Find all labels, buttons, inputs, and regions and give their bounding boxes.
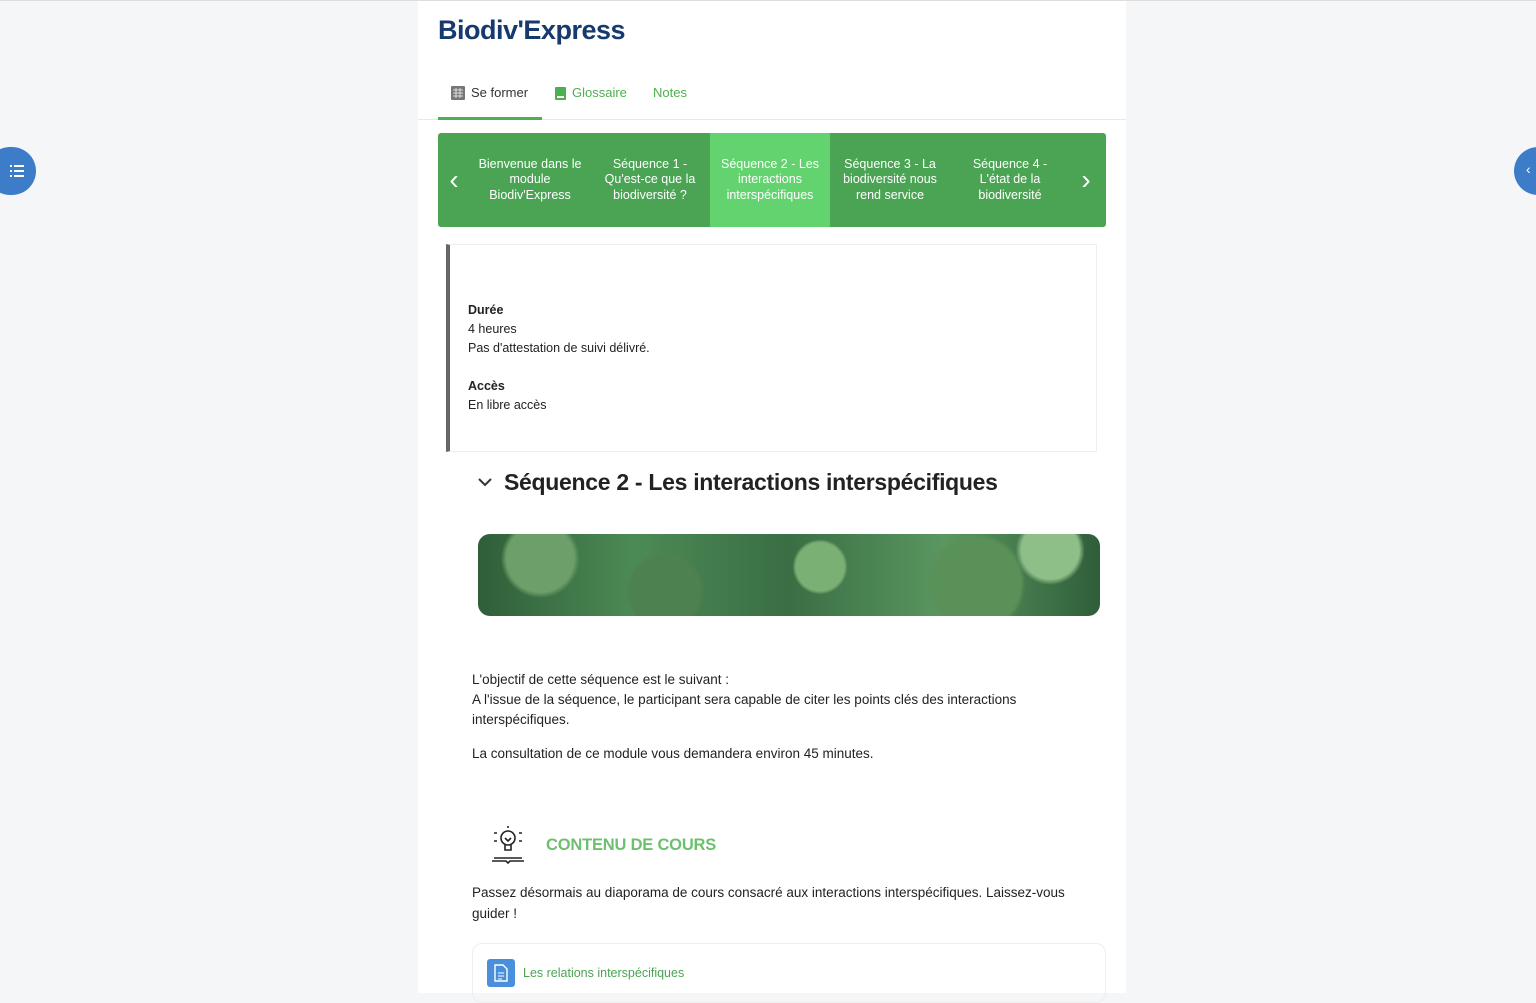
book-icon [555,87,566,100]
objective-text: A l'issue de la séquence, le participant sera capable de citer les points clés des interactions interspécifiques. [472,692,1017,727]
chevron-left-icon: ‹ [1526,161,1531,177]
chevron-down-icon [478,478,492,487]
access-label: Accès [468,379,505,393]
carousel-item-active[interactable]: Séquence 2 - Les interactions interspécifiques [710,133,830,227]
certificate-note: Pas d'attestation de suivi délivré. [468,341,650,355]
duration-note: La consultation de ce module vous demandera environ 45 minutes. [472,746,874,761]
tab-notes[interactable]: Notes [653,85,687,100]
carousel-item[interactable]: Séquence 3 - La biodiversité nous rend service [843,156,937,202]
document-icon [487,959,515,987]
carousel-item[interactable]: Bienvenue dans le module Biodiv'Express [478,156,582,202]
resource-item [472,943,1106,1003]
course-index-toggle[interactable] [0,147,36,195]
content-text: Passez désormais au diaporama de cours consacré aux interactions interspécifiques. Laissez-vous guider ! [472,885,1065,921]
right-drawer-toggle[interactable] [1514,147,1536,195]
tab-se-former[interactable]: Se former [438,79,542,120]
section-header[interactable] [478,469,998,496]
access-value: En libre accès [468,398,547,412]
content-heading: CONTENU DE COURS [488,825,716,865]
resource-link[interactable]: Les relations interspécifiques [523,966,685,980]
carousel-next-button[interactable]: › [1081,164,1091,195]
objective-intro: L'objectif de cette séquence est le suivant : [472,672,729,687]
table-icon [451,86,465,100]
forest-banner-image [478,534,1100,616]
course-info-box [446,244,1097,452]
carousel-prev-button[interactable]: ‹ [449,164,459,195]
duration-value: 4 heures [468,322,517,336]
lightbulb-book-icon [488,825,528,865]
carousel-item[interactable]: Séquence 4 - L'état de la biodiversité [972,156,1048,202]
page-title: Biodiv'Express [438,15,625,45]
sequence-carousel [438,133,1106,227]
list-icon [10,165,24,177]
section-title: Séquence 2 - Les interactions interspécifiques [504,469,998,495]
tab-bar [418,79,1126,120]
main-page [418,1,1126,993]
duration-label: Durée [468,303,504,317]
carousel-item[interactable]: Séquence 1 - Qu'est-ce que la biodiversité ? [604,156,696,202]
tab-glossaire[interactable]: Glossaire [555,79,627,120]
